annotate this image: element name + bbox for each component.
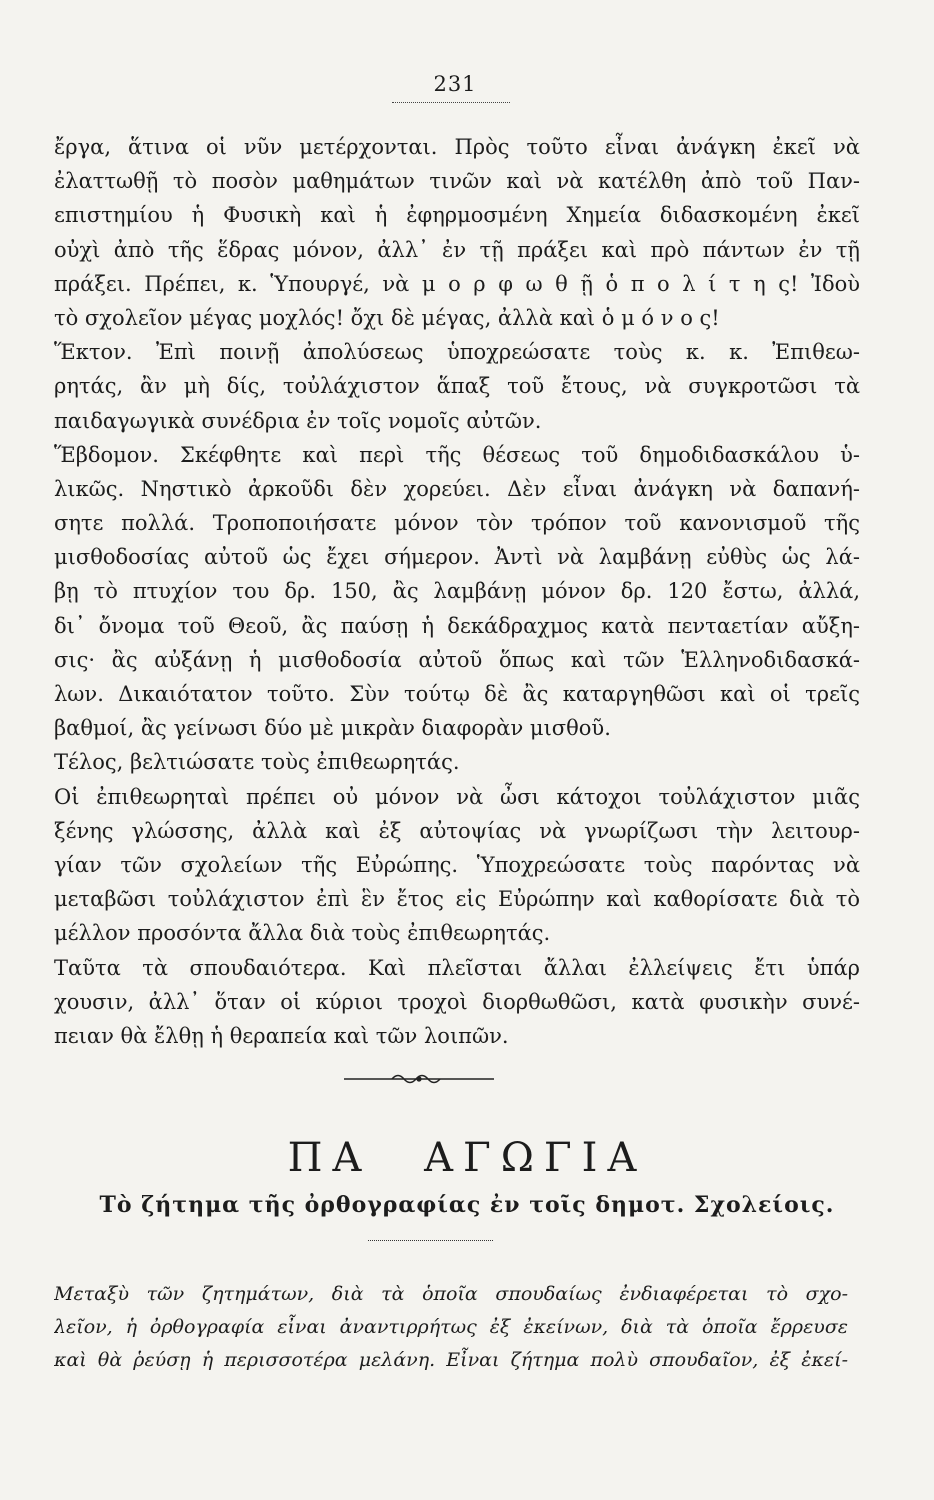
body-line: παιδαγωγικὰ συνέδρια ἐν τοῖς νομοῖς αὐτῶν. [54, 408, 542, 433]
body-line: Ἕβδομον. Σκέφθητε καὶ περὶ τῆς θέσεως τοῦ δημοδιδασκάλου ὑ- [54, 442, 860, 467]
body-line: βῃ τὸ πτυχίον του δρ. 150, ἂς λαμβάνῃ μόνον δρ. 120 ἔστω, ἀλλά, [54, 579, 860, 604]
body-line: βαθμοί, ἂς γείνωσι δύο μὲ μικρὰν διαφορὰν μισθοῦ. [54, 716, 611, 741]
body-line: γίαν τῶν σχολείων τῆς Εὐρώπης. Ὑποχρεώσατε τοὺς παρόντας νὰ [54, 852, 860, 877]
body-line: δι᾽ ὄνομα τοῦ Θεοῦ, ἂς παύσῃ ἡ δεκάδραχμος κατὰ πενταετίαν αὔξη- [54, 613, 860, 638]
body-text [54, 130, 860, 1053]
article-line: καὶ θὰ ῥεύσῃ ἡ περισσοτέρα μελάνη. Εἶναι ζήτημα πολὺ σπουδαῖον, ἐξ ἐκεί- [54, 1349, 848, 1371]
body-line: λων. Δικαιότατον τοῦτο. Σὺν τούτῳ δὲ ἂς καταργηθῶσι καὶ οἱ τρεῖς [54, 682, 860, 706]
article-text [54, 1278, 848, 1377]
body-line: οὐχὶ ἀπὸ τῆς ἕδρας μόνον, ἀλλ᾽ ἐν τῇ πράξει καὶ πρὸ πάντων ἐν τῇ [54, 237, 860, 262]
body-line: Ἕκτον. Ἐπὶ ποινῇ ἀπολύσεως ὑποχρεώσατε τοὺς κ. κ. Ἐπιθεω- [54, 340, 860, 365]
page-number: 231 [433, 72, 477, 96]
article-line: λεῖον, ἡ ὀρθογραφία εἶναι ἀναντιρρήτως ἐξ ἐκείνων, διὰ τὰ ὁποῖα ἔρρευσε [54, 1316, 848, 1338]
body-line: πράξει. Πρέπει, κ. Ὑπουργέ, νὰ μ ο ρ φ ω θ ῇ ὁ π ο λ ί τ η ς! Ἰδοὺ [54, 271, 860, 296]
body-line: πειαν θὰ ἔλθῃ ἡ θεραπεία καὶ τῶν λοιπῶν. [54, 1023, 509, 1048]
body-line: μεταβῶσι τοὐλάχιστον ἐπὶ ἓν ἔτος εἰς Εὐρώπην καὶ καθορίσατε διὰ τὸ [54, 887, 860, 912]
section-title: ΠΑ ΑΓΩΓΙΑ [287, 1135, 647, 1181]
article-line: Μεταξὺ τῶν ζητημάτων, διὰ τὰ ὁποῖα σπουδαίως ἐνδιαφέρεται τὸ σχο- [54, 1283, 848, 1305]
body-line: μισθοδοσίας αὐτοῦ ὡς ἔχει σήμερον. Ἀντὶ νὰ λαμβάνῃ εὐθὺς ὡς λά- [54, 545, 860, 570]
section-subtitle: Τὸ ζήτημα τῆς ὀρθογραφίας ἐν τοῖς δημοτ. Σχολείοις. [99, 1192, 835, 1218]
body-line: Ταῦτα τὰ σπουδαιότερα. Καὶ πλεῖσται ἄλλαι ἐλλείψεις ἔτι ὑπάρ [54, 955, 860, 980]
body-line: ἔργα, ἅτινα οἱ νῦν μετέρχονται. Πρὸς τοῦτο εἶναι ἀνάγκη ἐκεῖ νὰ [54, 135, 860, 159]
body-line: ρητάς, ἂν μὴ δίς, τοὐλάχιστον ἅπαξ τοῦ ἔτους, νὰ συγκροτῶσι τὰ [54, 374, 860, 399]
body-line: Τέλος, βελτιώσατε τοὺς ἐπιθεωρητάς. [54, 750, 460, 775]
body-line: μέλλον προσόντα ἄλλα διὰ τοὺς ἐπιθεωρητάς. [54, 921, 551, 946]
body-line: επιστημίου ἡ Φυσικὴ καὶ ἡ ἐφηρμοσμένη Χημεία διδασκομένη ἐκεῖ [54, 203, 860, 228]
body-line: ξένης γλώσσης, ἀλλὰ καὶ ἐξ αὐτοψίας νὰ γνωρίζωσι τὴν λειτουρ- [54, 818, 860, 843]
section-rule [368, 1240, 493, 1241]
body-line: τὸ σχολεῖον μέγας μοχλός! ὄχι δὲ μέγας, ἀλλὰ καὶ ὁ μ ό ν ο ς! [54, 305, 720, 330]
body-line: λικῶς. Νηστικὸ ἀρκοῦδι δὲν χορεύει. Δὲν εἶναι ἀνάγκη νὰ δαπανή- [54, 476, 860, 501]
body-line: χουσιν, ἀλλ᾽ ὅταν οἱ κύριοι τροχοὶ διορθωθῶσι, κατὰ φυσικὴν συνέ- [54, 989, 860, 1014]
body-line: σητε πολλά. Τροποποιήσατε μόνον τὸν τρόπον τοῦ κανονισμοῦ τῆς [54, 511, 860, 536]
page-number-rule [392, 102, 510, 103]
body-line: σις· ἂς αὐξάνῃ ἡ μισθοδοσία αὐτοῦ ὅπως καὶ τῶν Ἑλληνοδιδασκά- [54, 647, 860, 672]
body-line: ἐλαττωθῇ τὸ ποσὸν μαθημάτων τινῶν καὶ νὰ κατέλθη ἀπὸ τοῦ Παν- [54, 169, 860, 194]
decorative-divider-icon [344, 1068, 494, 1090]
body-line: Οἱ ἐπιθεωρηταὶ πρέπει οὐ μόνον νὰ ὦσι κάτοχοι τοὐλάχιστον μιᾶς [54, 784, 860, 809]
